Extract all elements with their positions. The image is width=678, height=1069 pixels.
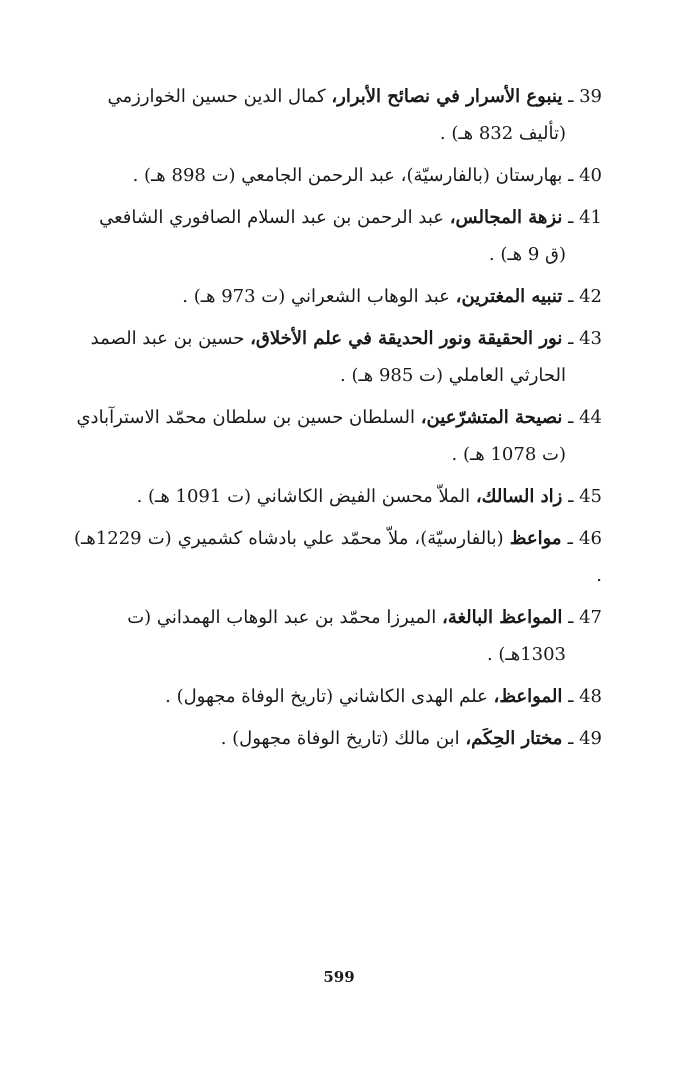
entry-continuation: (تأليف 832 هـ) . [439, 123, 566, 144]
entry-continuation: (ت 1078 هـ) . [451, 444, 566, 465]
entry-number: 49 [579, 728, 602, 749]
entry-text: الميرزا محمّد بن عبد الوهاب الهمداني (ت [127, 607, 437, 628]
entry-dash: ـ [568, 286, 574, 307]
entry-title: نور الحقيقة ونور الحديقة في علم الأخلاق، [250, 328, 563, 349]
list-item [74, 599, 602, 673]
entry-number: 41 [579, 207, 602, 228]
list-item [74, 678, 602, 715]
list-item [74, 78, 602, 152]
entry-number: 43 [579, 328, 602, 349]
entry-dash: ـ [567, 528, 573, 549]
list-item [74, 520, 602, 594]
list-item [74, 278, 602, 315]
list-item [74, 199, 602, 273]
entry-text: السلطان حسين بن سلطان محمّد الاسترآبادي [76, 407, 416, 428]
entry-title: زاد السالك، [475, 486, 563, 507]
entry-title: مواعظ [509, 528, 562, 549]
entry-text: (بالفارسيّة)، ملاّ محمّد علي بادشاه كشميري (ت 1229هـ) . [74, 528, 602, 586]
bibliography-list [74, 78, 602, 762]
entry-text: بهارستان (بالفارسيّة)، عبد الرحمن الجامعي (ت 898 هـ) . [132, 165, 563, 186]
entry-text: ابن مالك (تاريخ الوفاة مجهول) . [220, 728, 460, 749]
page-number: 599 [323, 968, 355, 986]
entry-title: ينبوع الأسرار في نصائح الأبرار، [331, 86, 563, 107]
entry-continuation: (ق 9 هـ) . [488, 244, 566, 265]
entry-number: 45 [579, 486, 602, 507]
entry-dash: ـ [568, 328, 574, 349]
entry-text: عبد الرحمن بن عبد السلام الصافوري الشافعي [99, 207, 445, 228]
list-item [74, 399, 602, 473]
entry-text: حسين بن عبد الصمد [90, 328, 245, 349]
entry-title: المواعظ، [493, 686, 563, 707]
list-item [74, 320, 602, 394]
entry-title: نصيحة المتشرّعين، [420, 407, 563, 428]
entry-text: الملاّ محسن الفيض الكاشاني (ت 1091 هـ) . [136, 486, 471, 507]
entry-title: نزهة المجالس، [449, 207, 563, 228]
entry-title: مختار الحِكَم، [465, 728, 563, 749]
list-item [74, 478, 602, 515]
entry-dash: ـ [568, 607, 574, 628]
list-item [74, 720, 602, 757]
entry-number: 46 [579, 528, 602, 549]
entry-continuation: 1303هـ) . [486, 644, 566, 665]
entry-continuation: الحارثي العاملي (ت 985 هـ) . [340, 365, 566, 386]
entry-dash: ـ [568, 486, 574, 507]
entry-number: 44 [579, 407, 602, 428]
list-item [74, 157, 602, 194]
entry-number: 42 [579, 286, 602, 307]
entry-title: المواعظ البالغة، [442, 607, 563, 628]
entry-title: تنبيه المغترين، [455, 286, 563, 307]
entry-number: 48 [579, 686, 602, 707]
entry-text: علم الهدى الكاشاني (تاريخ الوفاة مجهول) . [165, 686, 488, 707]
entry-dash: ـ [568, 165, 574, 186]
entry-text: عبد الوهاب الشعراني (ت 973 هـ) . [182, 286, 450, 307]
entry-dash: ـ [568, 86, 574, 107]
entry-number: 40 [579, 165, 602, 186]
entry-dash: ـ [568, 686, 574, 707]
entry-dash: ـ [568, 207, 574, 228]
entry-text: كمال الدين حسين الخوارزمي [107, 86, 326, 107]
entry-number: 39 [579, 86, 602, 107]
entry-number: 47 [579, 607, 602, 628]
entry-dash: ـ [568, 407, 574, 428]
entry-dash: ـ [568, 728, 574, 749]
